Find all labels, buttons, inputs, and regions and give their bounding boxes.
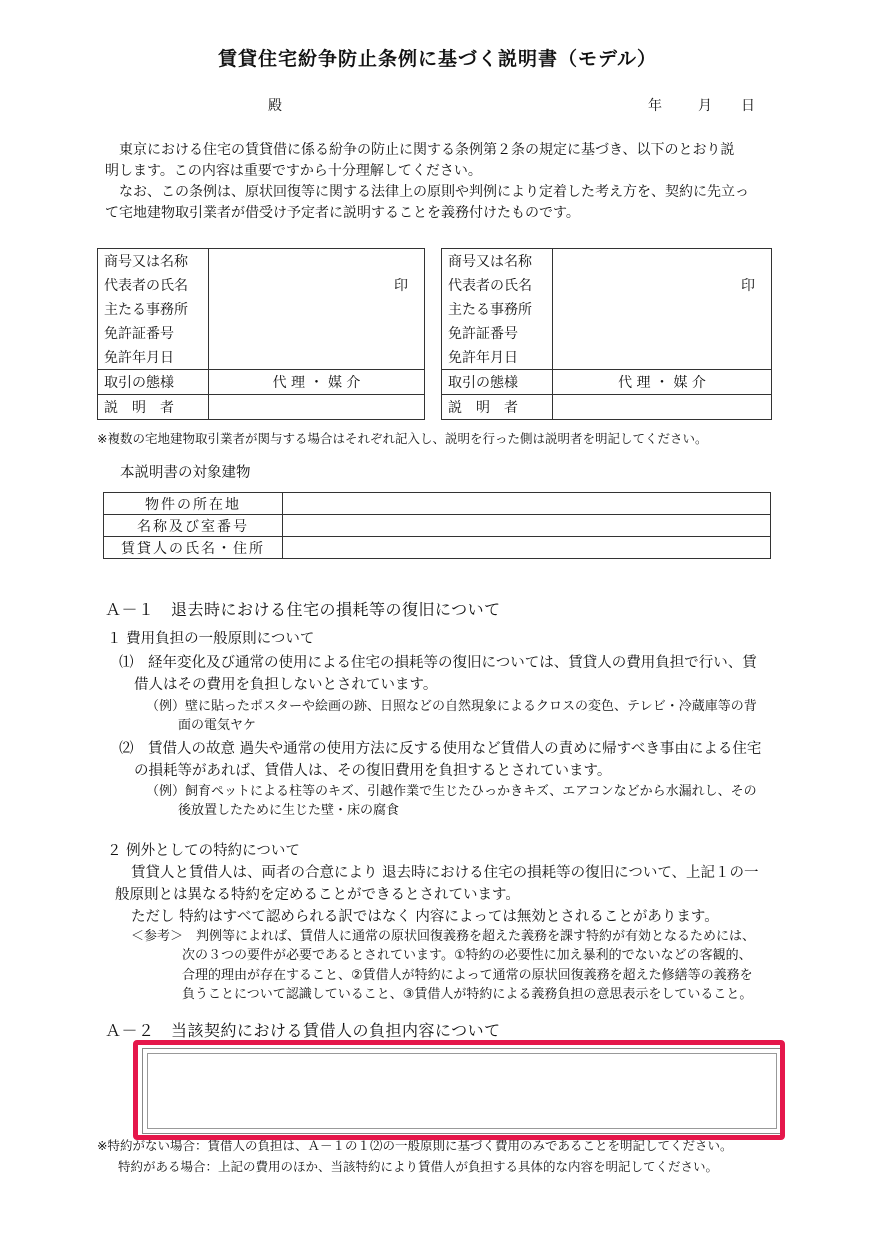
reference-line: 次の３つの要件が必要であるとされています。①特約の必要性に加え暴利的でないなどの客観的、 [182, 948, 752, 963]
property-heading: 本説明書の対象建物 [120, 465, 251, 481]
explainer-field[interactable] [553, 395, 772, 420]
explainer-label: 説 明 者 [98, 395, 209, 420]
date-year: 年 [648, 98, 662, 114]
transaction-value: 代 理 ・ 媒 介 [553, 370, 772, 395]
reference-line: 合理的理由が存在すること、②賃借人が特約によって通常の原状回復義務を超えた修繕等の義務を [182, 968, 753, 983]
property-label: 名称及び室番号 [104, 515, 283, 537]
intro-line-1: 東京における住宅の賃貸借に係る紛争の防止に関する条例第２条の規定に基づき、以下のとおり説 [119, 142, 735, 158]
agent-info-field[interactable] [553, 249, 772, 370]
section-a1-heading: Ａ－１ 退去時における住宅の損耗等の復旧について [105, 600, 501, 619]
date-day: 日 [741, 98, 755, 114]
date-month: 月 [698, 98, 712, 114]
example-1: （例）壁に貼ったポスターや絵画の跡、日照などの自然現象によるクロスの変色、テレビ・冷蔵庫等の背 [146, 699, 757, 714]
document-title: 賃貸住宅紛争防止条例に基づく説明書（モデル） [217, 48, 658, 70]
exception-para-1-cont: 般原則とは異なる特約を定めることができるとされています。 [115, 887, 520, 903]
addressee-honorific: 殿 [268, 98, 282, 114]
example-2-cont: 後放置したために生じた壁・床の腐食 [178, 803, 400, 818]
explainer-field[interactable] [209, 395, 425, 420]
agent-label: 主たる事務所 [442, 297, 553, 321]
explainer-label: 説 明 者 [442, 395, 553, 420]
principle-item-2: ⑵ 賃借人の故意 過失や通常の使用方法に反する使用など賃借人の責めに帰すべき事由による住宅 [119, 741, 762, 757]
property-label: 物件の所在地 [104, 493, 283, 515]
property-table [103, 492, 771, 559]
agent-table-left [97, 248, 425, 420]
agent-label: 主たる事務所 [98, 297, 209, 321]
intro-line-4: て宅地建物取引業者が借受け予定者に説明することを義務付けたものです。 [105, 205, 580, 221]
principle-item-2-cont: の損耗等があれば、賃借人は、その復旧費用を負担するとされています。 [134, 763, 612, 779]
property-label: 賃貸人の氏名・住所 [104, 537, 283, 559]
reference-line: 負うことについて認識していること、③賃借人が特約による義務負担の意思表示をしていること。 [182, 987, 753, 1002]
principle-item-1-cont: 借人はその費用を負担しないとされています。 [134, 677, 438, 693]
agent-label: 免許証番号 [98, 321, 209, 345]
agent-info-field[interactable] [209, 249, 425, 370]
agent-label: 免許年月日 [442, 345, 553, 370]
intro-line-2: 明します。この内容は重要ですから十分理解してください。 [105, 163, 482, 179]
a2-note-special: 特約がある場合：上記の費用のほか、当該特約により賃借人が負担する具体的な内容を明記してください。 [118, 1159, 719, 1174]
principle-item-1: ⑴ 経年変化及び通常の使用による住宅の損耗等の復旧については、賃貸人の費用負担で行い、賃 [119, 655, 757, 671]
agent-label: 商号又は名称 [442, 249, 553, 274]
reference-label: ＜参考＞ [131, 929, 184, 944]
agent-label: 免許年月日 [98, 345, 209, 370]
example-1-cont: 面の電気ヤケ [178, 718, 257, 733]
agent-note: ※複数の宅地建物取引業者が関与する場合はそれぞれ記入し、説明を行った側は説明者を明記してください。 [97, 431, 708, 446]
section-a2-heading: Ａ－２ 当該契約における賃借人の負担内容について [105, 1021, 501, 1040]
a2-note-no-special: ※特約がない場合：賃借人の負担は、Ａ－１の１⑵の一般原則に基づく費用のみであることを明記してください。 [97, 1138, 733, 1153]
property-field[interactable] [283, 537, 771, 559]
subsection-heading: ２ 例外としての特約について [107, 843, 300, 859]
property-field[interactable] [283, 515, 771, 537]
agent-label: 代表者の氏名 [442, 273, 553, 297]
seal-mark: 印 [741, 278, 755, 294]
agent-label: 代表者の氏名 [98, 273, 209, 297]
transaction-label: 取引の態様 [442, 370, 553, 395]
agent-table-right [441, 248, 772, 420]
property-field[interactable] [283, 493, 771, 515]
agent-label: 商号又は名称 [98, 249, 209, 274]
transaction-value: 代 理 ・ 媒 介 [209, 370, 425, 395]
exception-para-1: 賃貸人と賃借人は、両者の合意により 退去時における住宅の損耗等の復旧について、上記１の一 [131, 865, 759, 881]
highlight-frame [133, 1040, 785, 1140]
example-2: （例）飼育ペットによる柱等のキズ、引越作業で生じたひっかきキズ、エアコンなどから水漏れし、その [146, 784, 757, 799]
subsection-heading: １ 費用負担の一般原則について [107, 631, 315, 647]
intro-line-3: なお、この条例は、原状回復等に関する法律上の原則や判例により定着した考え方を、契約に先立っ [119, 184, 749, 200]
seal-mark: 印 [394, 278, 408, 294]
reference-line: 判例等によれば、賃借人に通常の原状回復義務を超えた義務を課す特約が有効となるためには、 [196, 929, 756, 944]
exception-para-2: ただし 特約はすべて認められる訳ではなく 内容によっては無効とされることがあります。 [131, 909, 719, 925]
agent-label: 免許証番号 [442, 321, 553, 345]
transaction-label: 取引の態様 [98, 370, 209, 395]
